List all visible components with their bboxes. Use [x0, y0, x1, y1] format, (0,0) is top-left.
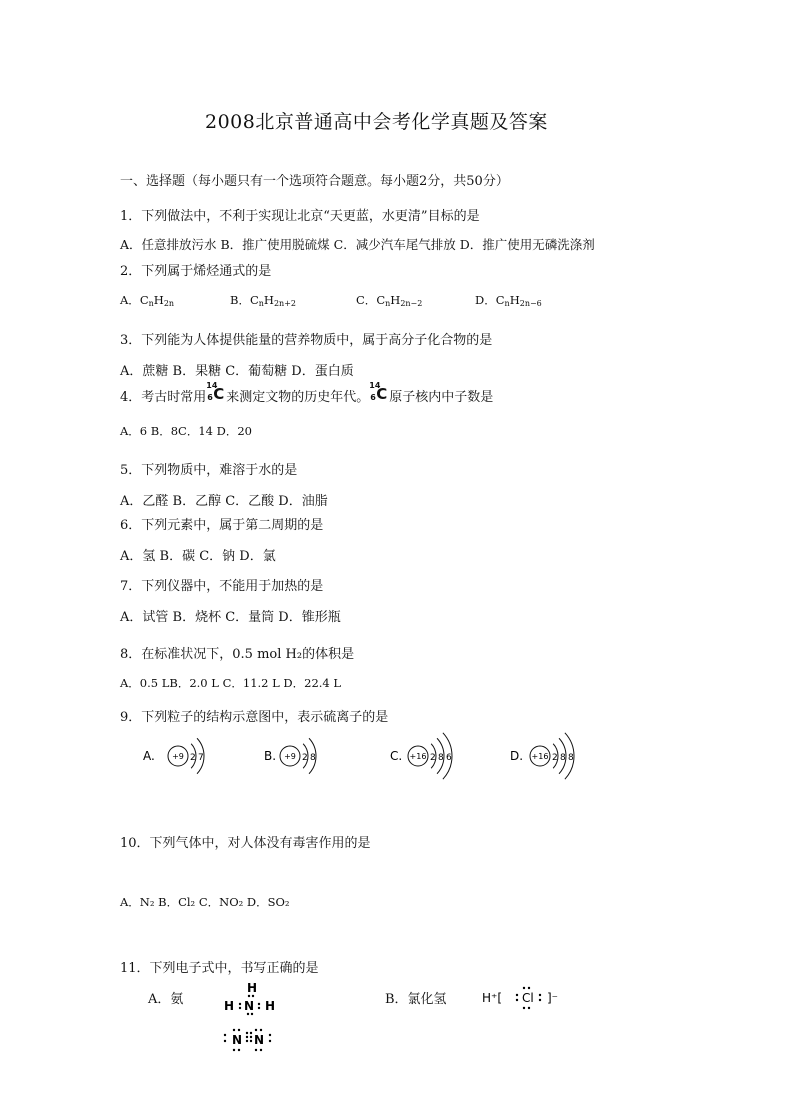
nucleus-charge: +9: [172, 752, 184, 761]
question-2-option-b: B．$C_nH_{2n+2}$: [230, 293, 296, 308]
question-4-options: A．6 B．8C．14 D．20: [120, 424, 252, 438]
question-5-options: A．乙醛 B．乙醇 C．乙酸 D．油脂: [120, 494, 328, 509]
nucleus-charge: +16: [409, 752, 427, 761]
question-10-stem: 10．下列气体中，对人体没有毒害作用的是: [120, 836, 371, 851]
shell-electron-count: 6: [446, 753, 452, 763]
question-3-stem: 3．下列能为人体提供能量的营养物质中，属于高分子化合物的是: [120, 333, 493, 348]
shell-electron-count: 2: [190, 753, 196, 763]
question-11-stem: 11．下列电子式中，书写正确的是: [120, 961, 319, 976]
shell-electron-count: 8: [310, 753, 316, 763]
diagram-label: C.: [390, 749, 403, 763]
hydrogen-top: H: [247, 981, 258, 995]
ammonia-electron-dot-structure: [220, 980, 280, 1020]
diagram-label: B.: [264, 749, 277, 763]
carbon-14-isotope: 14 6 C: [206, 381, 225, 403]
hydrogen-ion: H⁺[: [482, 991, 503, 1005]
nitrogen-right: N: [254, 1033, 265, 1047]
question-2-option-c: C．$C_nH_{2n-2}$: [356, 293, 423, 308]
question-7-options: A．试管 B．烧杯 C．量筒 D．锥形瓶: [120, 610, 341, 625]
atomic-structure-diagrams: [130, 732, 600, 784]
nitrogen: N: [244, 999, 255, 1013]
question-8-stem: 8．在标准状况下，0.5 mol H₂的体积是: [120, 647, 355, 662]
diagram-label: D.: [510, 749, 524, 763]
question-8-options: A．0.5 LB．2.0 L C．11.2 L D．22.4 L: [120, 676, 342, 690]
shell-electron-count: 2: [552, 753, 558, 763]
hydrogen-right: H: [265, 999, 276, 1013]
shell-electron-count: 7: [198, 753, 204, 763]
shell-electron-count: 8: [568, 753, 574, 763]
nucleus-charge: +9: [284, 752, 296, 761]
hydrogen-left: H: [224, 999, 235, 1013]
option-b-hydrogen-chloride-label: B．氯化氢: [385, 992, 447, 1007]
question-4-stem: 4．考古时常用 14 6 C 来测定文物的历史年代。 14 6 C 原子核内中子数是: [120, 381, 494, 405]
nitrogen-left: N: [232, 1033, 243, 1047]
question-2-option-d: D．$C_nH_{2n-6}$: [475, 293, 542, 308]
chlorine: Cl: [522, 991, 534, 1005]
question-2-option-a: A．$C_nH_{2n}$: [120, 293, 175, 308]
section-heading: 一、选择题（每小题只有一个选项符合题意。每小题2分，共50分）: [120, 174, 509, 189]
question-7-stem: 7．下列仪器中，不能用于加热的是: [120, 579, 324, 594]
page-title: 2008北京普通高中会考化学真题及答案: [205, 111, 548, 133]
question-3-options: A．蔗糖 B．果糖 C．葡萄糖 D．蛋白质: [120, 364, 354, 379]
question-1-options: A．任意排放污水 B．推广使用脱硫煤 C．减少汽车尾气排放 D．推广使用无磷洗涤剂: [120, 237, 595, 252]
shell-electron-count: 8: [560, 753, 566, 763]
question-10-options: A．N₂ B．Cl₂ C．NO₂ D．SO₂: [120, 895, 290, 909]
question-9-stem: 9．下列粒子的结构示意图中，表示硫离子的是: [120, 710, 389, 725]
question-2-stem: 2．下列属于烯烃通式的是: [120, 264, 272, 279]
carbon-14-isotope-2: 14 6 C: [369, 381, 388, 403]
question-6-stem: 6．下列元素中，属于第二周期的是: [120, 518, 324, 533]
option-a-ammonia-label: A．氨: [148, 992, 184, 1007]
nucleus-charge: +16: [531, 752, 549, 761]
diagram-label: A.: [143, 749, 155, 763]
hydrogen-chloride-electron-dot: [482, 982, 572, 1012]
shell-electron-count: 8: [438, 753, 444, 763]
question-1-stem: 1．下列做法中，不利于实现让北京“天更蓝，水更清”目标的是: [120, 209, 480, 224]
shell-electron-count: 2: [430, 753, 436, 763]
question-6-options: A．氢 B．碳 C．钠 D．氯: [120, 549, 276, 564]
shell-electron-count: 2: [302, 753, 308, 763]
bracket-charge: ]⁻: [547, 991, 559, 1005]
question-5-stem: 5．下列物质中，难溶于水的是: [120, 463, 298, 478]
nitrogen-molecule-electron-dot: [220, 1026, 280, 1052]
